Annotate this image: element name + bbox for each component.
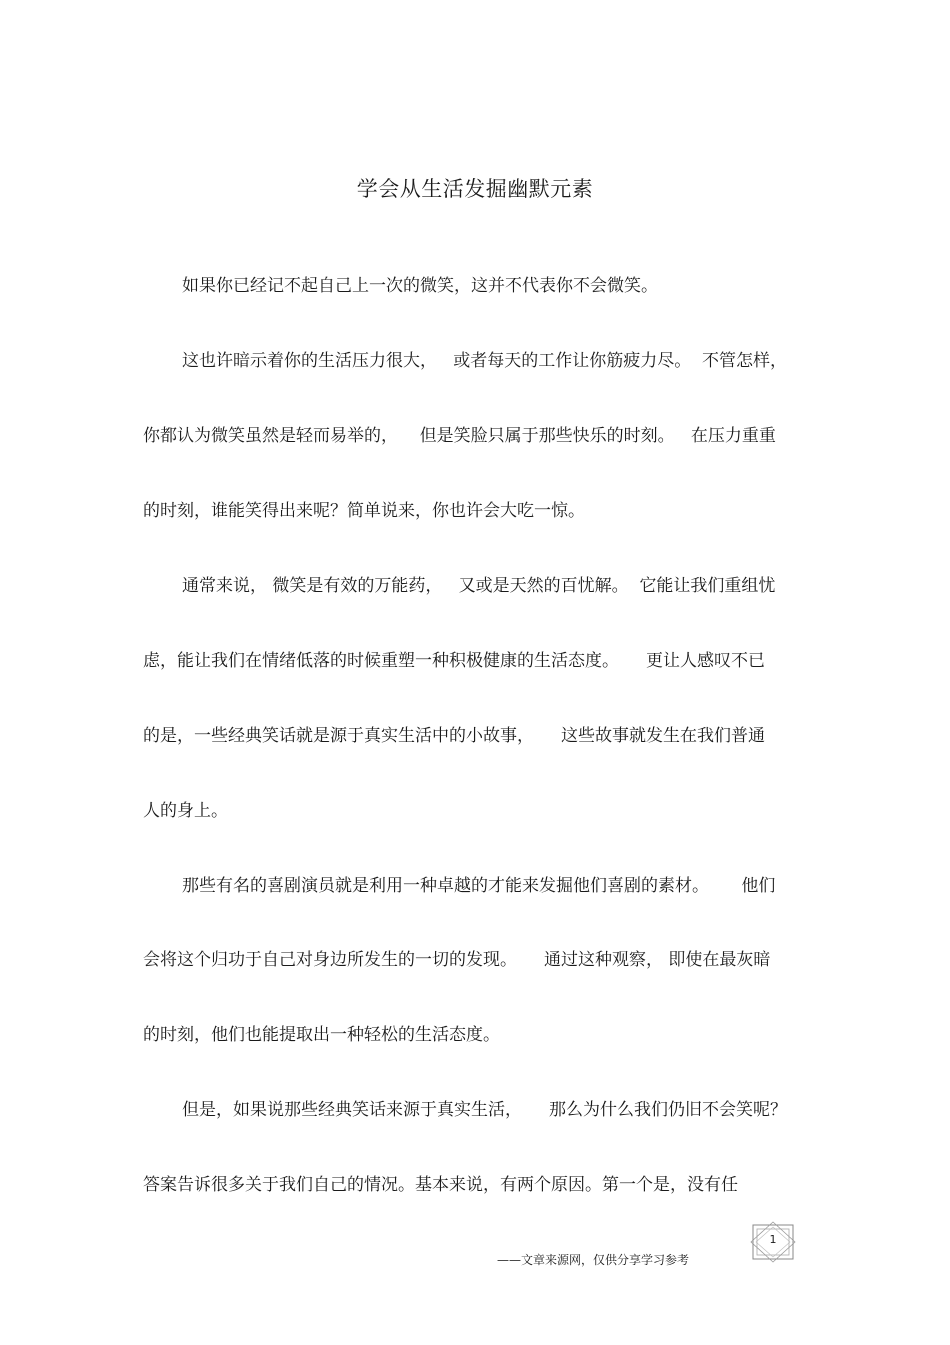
- page-number: 1: [769, 1233, 777, 1246]
- document-title: 学会从生活发掘幽默元素: [356, 177, 594, 201]
- paragraph-line: 那些有名的喜剧演员就是利用一种卓越的才能来发掘他们喜剧的素材。 他们: [182, 876, 776, 896]
- paragraph-line: 的时刻，他们也能提取出一种轻松的生活态度。: [143, 1025, 500, 1045]
- paragraph-line: 这也许暗示着你的生活压力很大， 或者每天的工作让你筋疲力尽。 不管怎样，: [182, 351, 788, 371]
- paragraph-line: 的时刻，谁能笑得出来呢？简单说来，你也许会大吃一惊。: [143, 501, 585, 521]
- paragraph-line: 虑，能让我们在情绪低落的时候重塑一种积极健康的生活态度。 更让人感叹不已: [143, 651, 766, 671]
- paragraph-line: 人的身上。: [143, 801, 228, 821]
- paragraph-line: 答案告诉很多关于我们自己的情况。基本来说，有两个原因。第一个是，没有任: [143, 1175, 738, 1195]
- paragraph-line: 的是，一些经典笑话就是源于真实生活中的小故事， 这些故事就发生在我们普通: [143, 726, 766, 746]
- paragraph-line: 如果你已经记不起自己上一次的微笑，这并不代表你不会微笑。: [182, 276, 658, 296]
- paragraph-line: 但是，如果说那些经典笑话来源于真实生活， 那么为什么我们仍旧不会笑呢？: [182, 1100, 788, 1120]
- paragraph-line: 通常来说， 微笑是有效的万能药， 又或是天然的百忧解。 它能让我们重组忧: [182, 576, 776, 596]
- footer-note: ——文章来源网，仅供分享学习参考: [497, 1253, 690, 1267]
- paragraph-line: 会将这个归功于自己对身边所发生的一切的发现。 通过这种观察， 即使在最灰暗: [143, 950, 771, 970]
- paragraph-line: 你都认为微笑虽然是轻而易举的， 但是笑脸只属于那些快乐的时刻。 在压力重重: [143, 426, 776, 446]
